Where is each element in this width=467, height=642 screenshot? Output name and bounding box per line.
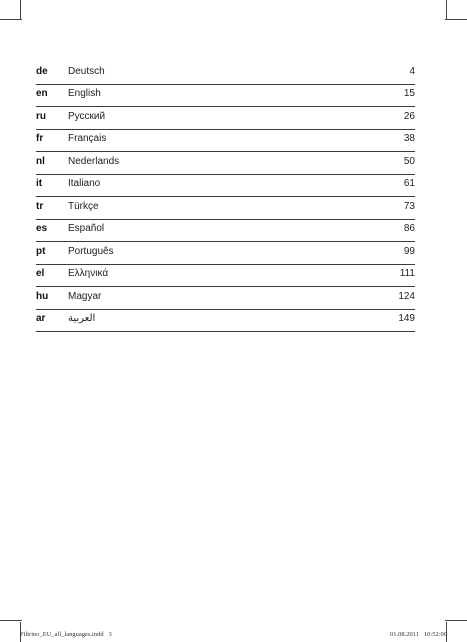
page-number: 86: [403, 223, 415, 234]
language-name: English: [68, 88, 101, 99]
page-number: 15: [403, 88, 415, 99]
toc-row[interactable]: [36, 152, 415, 175]
language-code: hu: [36, 290, 49, 302]
language-code: pt: [36, 245, 46, 257]
page-number: 124: [398, 290, 415, 302]
page-number: 149: [398, 313, 415, 324]
toc-row[interactable]: [36, 85, 415, 108]
toc-row[interactable]: [36, 265, 415, 288]
language-name: Italiano: [68, 178, 101, 189]
toc-row[interactable]: [36, 62, 415, 85]
page-number: 4: [409, 65, 415, 77]
print-slug-filename: Filtrino_EU_all_languages.indd 3: [20, 631, 112, 638]
toc-row[interactable]: [36, 197, 415, 220]
page-number: 61: [403, 178, 415, 189]
toc-row[interactable]: [36, 310, 415, 333]
language-name: Türkçe: [68, 200, 99, 212]
language-name: Nederlands: [68, 155, 120, 167]
page-number: 99: [403, 245, 415, 257]
crop-mark: [445, 620, 467, 621]
page-number: 50: [403, 155, 415, 167]
page-number: 111: [399, 268, 415, 279]
language-code: fr: [36, 133, 44, 144]
language-code: el: [36, 268, 45, 279]
language-code: nl: [36, 155, 45, 167]
page-number: 38: [403, 133, 415, 144]
print-slug-timestamp: 01.08.2011 10:52:06: [390, 631, 447, 638]
language-name: العربية: [68, 313, 96, 324]
toc-row[interactable]: [36, 130, 415, 153]
language-name: Ελληνικά: [68, 268, 109, 279]
crop-mark: [446, 0, 447, 20]
language-code: ru: [36, 110, 46, 122]
language-code: en: [36, 88, 48, 99]
toc-row[interactable]: [36, 107, 415, 130]
crop-mark: [0, 620, 22, 621]
language-name: Magyar: [68, 290, 102, 302]
page-number: 26: [403, 110, 415, 122]
page-number: 73: [403, 200, 415, 212]
language-name: Español: [68, 223, 105, 234]
crop-mark: [445, 19, 467, 20]
language-code: de: [36, 65, 48, 77]
crop-mark: [0, 19, 22, 20]
crop-mark: [20, 0, 21, 20]
language-name: Deutsch: [68, 65, 105, 77]
language-name: Português: [68, 245, 114, 257]
language-code: it: [36, 178, 43, 189]
language-code: tr: [36, 200, 44, 212]
language-name: Русский: [68, 110, 106, 122]
language-name: Français: [68, 133, 107, 144]
toc-row[interactable]: [36, 175, 415, 198]
toc-row[interactable]: [36, 220, 415, 243]
language-code: es: [36, 223, 48, 234]
language-index: [36, 62, 415, 332]
toc-row[interactable]: [36, 242, 415, 265]
toc-row[interactable]: [36, 287, 415, 310]
language-code: ar: [36, 313, 46, 324]
